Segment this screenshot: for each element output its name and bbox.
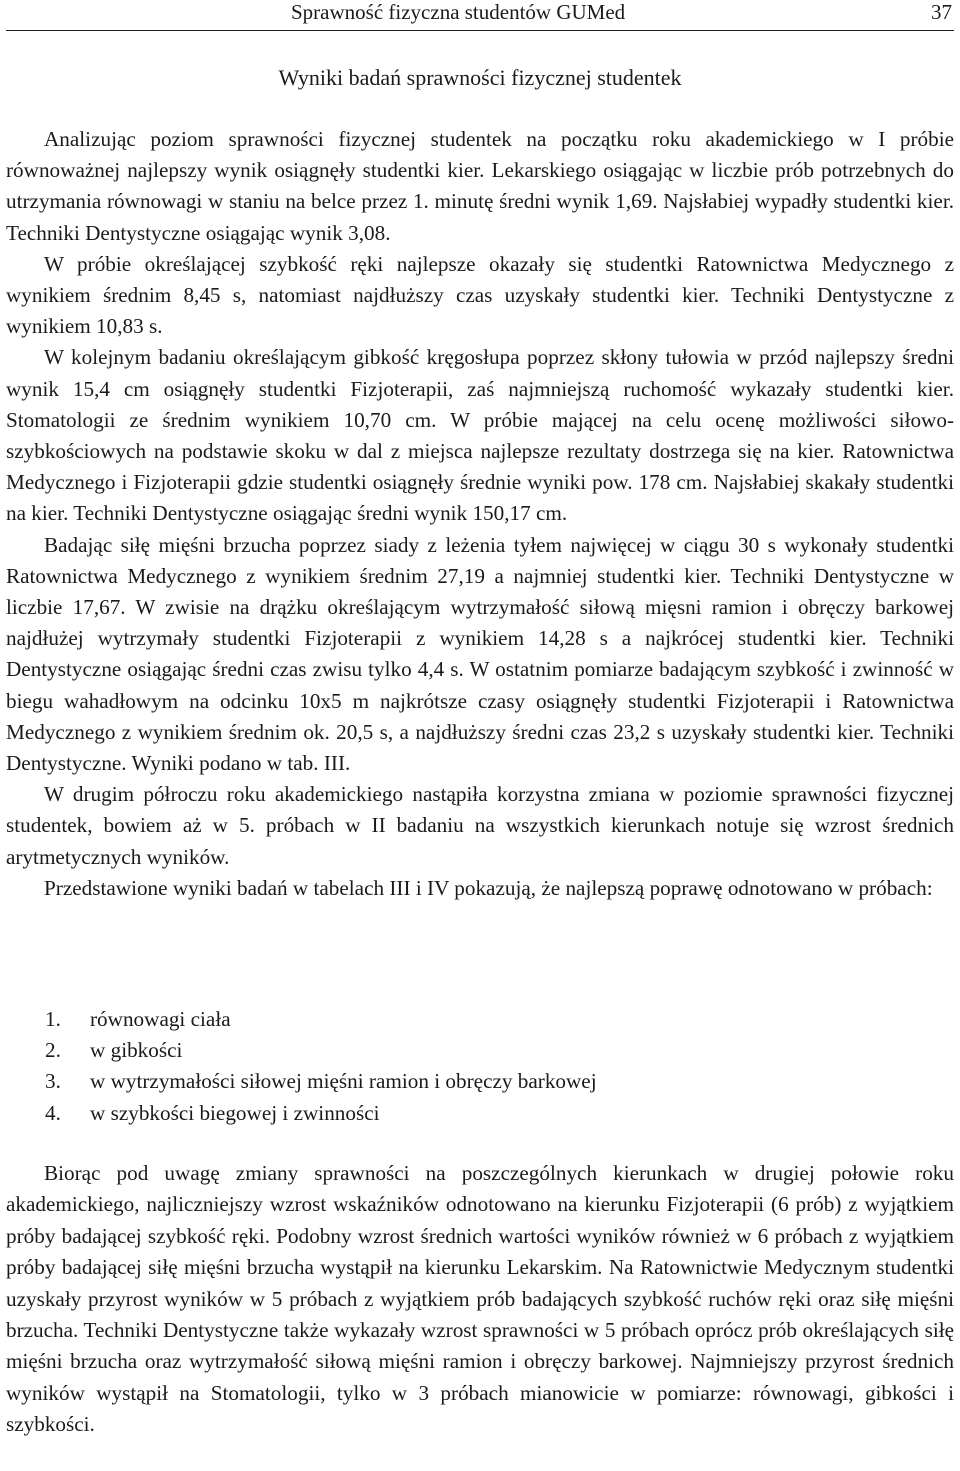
paragraph: W próbie określającej szybkość ręki najlepsze okazały się studentki Ratownictwa Medycznego z wynikiem średnim 8,45 s, natomiast najdłuższy czas uzyskały studentki kier. Techniki Dentystyczne z wynikiem 10,83 s. bbox=[6, 251, 954, 339]
list-item-number: 4. bbox=[45, 1100, 61, 1125]
list-item-text: w gibkości bbox=[90, 1038, 183, 1063]
paragraph: Badając siłę mięśni brzucha poprzez siady z leżenia tyłem najwięcej w ciągu 30 s wykonały studentki Ratownictwa Medycznego z wynikiem średnim 27,19 a najmniej studentki kier. Techniki Dentystyczne w liczbie 17,67. W zwisie na drążku określającym wytrzymałość siłową mięsni ramion i obręczy barkowej najdłużej wytrzymały studentki Fizjoterapii z wynikiem 14,28 s a najkrócej studentki kier. Techniki Dentystyczne osiągając średni czas zwisu tylko 4,4 s. W ostatnim pomiarze badającym szybkość i zwinność w biegu wahadłowym na odcinku 10x5 m najkrótsze czasy osiągnęły studentki Fizjoterapii i Ratownictwa Medycznego z wynikiem średnim ok. 20,5 s, a najdłuższy średni czas 23,2 s uzyskały studentki kier. Techniki Dentystyczne. Wyniki podano w tab. III. bbox=[6, 532, 954, 776]
paragraph: Przedstawione wyniki badań w tabelach III i IV pokazują, że najlepszą poprawę odnotowano w próbach: bbox=[44, 875, 933, 900]
list-item-number: 1. bbox=[45, 1007, 61, 1031]
page-number: 37 bbox=[931, 0, 952, 24]
list-item bbox=[45, 1035, 597, 1066]
section-title: Wyniki badań sprawności fizycznej studentek bbox=[278, 65, 682, 90]
paragraph: Biorąc pod uwagę zmiany sprawności na poszczególnych kierunkach w drugiej połowie roku akademickiego, najliczniejszy wzrost wskaźników odnotowano na kierunku Fizjoterapii (6 prób) z wyjątkiem próby badającej szybkość ręki. Podobny wzrost średnich wartości wyników również w 6 próbach z wyjątkiem próby badającej siłę mięśni brzucha wystąpił na kierunku Lekarskim. Na Ratownictwie Medycznym studentki uzyskały przyrost wyników w 5 próbach z wyjątkiem prób badających szybkość ruchów ręki oraz siłę mięśni brzucha. Techniki Dentystyczne także wykazały wzrost sprawności w 5 próbach oprócz prób określających siłę mięśni brzucha oraz wytrzymałość siłową mięśni ramion i obręczy barkowej. Najmniejszy przyrost średnich wyników wystąpił na Stomatologii, tylko w 3 próbach mianowicie w pomiarze: równowagi, gibkości i szybkości. bbox=[6, 1161, 954, 1437]
list-item-text: w szybkości biegowej i zwinności bbox=[90, 1100, 380, 1125]
list-item-number: 2. bbox=[45, 1038, 61, 1063]
running-title: Sprawność fizyczna studentów GUMed bbox=[291, 0, 626, 24]
paragraph: Analizując poziom sprawności fizycznej studentek na początku roku akademickiego w I próbie równoważnej najlepszy wynik osiągnęły studentki kier. Lekarskiego osiągając w liczbie prób potrzebnych do utrzymania równowagi w staniu na belce przez 1. minutę średni wynik 1,69. Najsłabiej wypadły studentki kier. Techniki Dentystyczne osiągając wynik 3,08. bbox=[6, 127, 954, 245]
list-item bbox=[45, 1066, 597, 1097]
closing-text bbox=[6, 1158, 954, 1441]
list-item-number: 3. bbox=[45, 1069, 61, 1094]
list-item-text: w wytrzymałości siłowej mięśni ramion i obręczy barkowej bbox=[90, 1069, 597, 1094]
list-item bbox=[45, 1098, 597, 1129]
body-text bbox=[6, 124, 954, 904]
numbered-list bbox=[45, 1004, 597, 1129]
running-header bbox=[6, 0, 954, 31]
paragraph: W kolejnym badaniu określającym gibkość kręgosłupa poprzez skłony tułowia w przód najlepszy średni wynik 15,4 cm osiągnęły studentki Fizjoterapii, zaś najmniejszą ruchomość wykazały studentki kier. Stomatologii ze średnim wynikiem 10,70 cm. W próbie mającej na celu ocenę możliwości siłowo-szybkościowych na podstawie skoku w dal z miejsca najlepsze rezultaty dostrzega się na kier. Ratownictwa Medycznego i Fizjoterapii gdzie studentki osiągnęły średnie wyniki pow. 178 cm. Najsłabiej skakały studentki na kier. Techniki Dentystyczne osiągając średni wynik 150,17 cm. bbox=[6, 345, 954, 526]
list-item bbox=[45, 1004, 597, 1035]
paragraph: W drugim półroczu roku akademickiego nastąpiła korzystna zmiana w poziomie sprawności fizycznej studentek, bowiem aż w 5. próbach w II badaniu na wszystkich kierunkach notuje się wzrost średnich arytmetycznych wyników. bbox=[6, 782, 954, 869]
list-item-text: równowagi ciała bbox=[90, 1007, 231, 1031]
